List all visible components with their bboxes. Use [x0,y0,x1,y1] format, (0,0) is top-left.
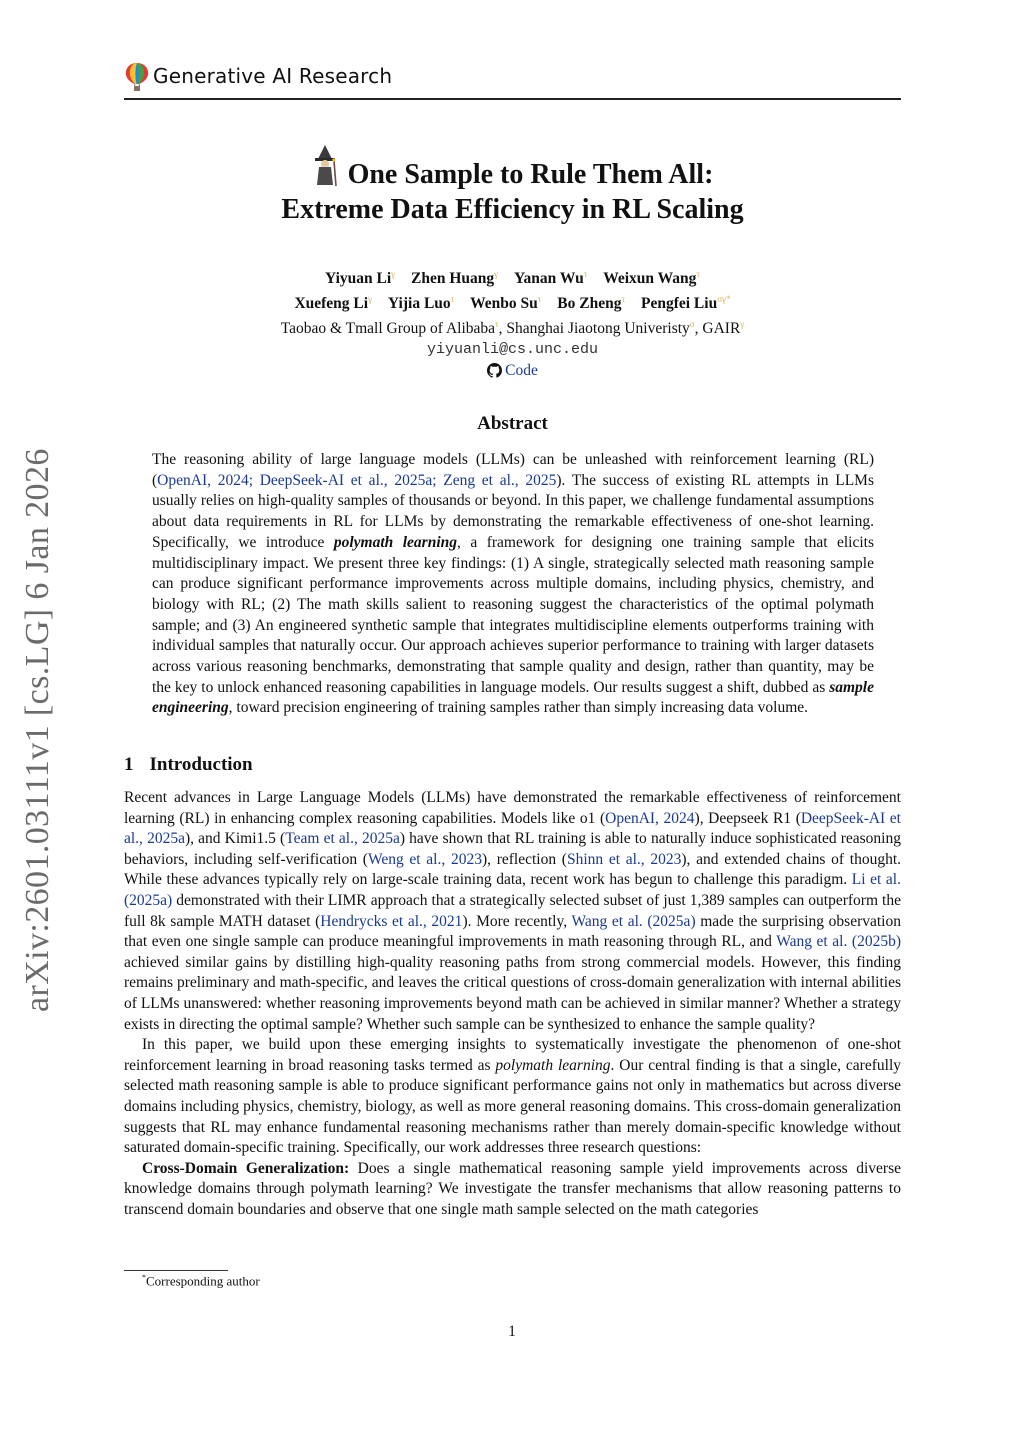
github-icon [487,363,502,378]
page-number: 1 [508,1323,516,1340]
citation-link[interactable]: OpenAI, 2024; DeepSeek-AI et al., 2025a; Zeng et al., 2025 [157,471,557,489]
citation-link[interactable]: Wang et al. (2025a) [571,912,696,930]
author: Yijia Luo$^\tau$ [387,294,455,313]
author: Wenbo $Su^\tau$ [470,294,542,313]
section-heading: 1 Introduction [124,754,253,775]
citation-link[interactable]: Wang et al. (2025b) [776,933,901,951]
paper-title-line-2: Extreme Data Efficiency in RL Scaling [281,194,744,225]
author: Xuefeng $Li^\gamma$ [294,294,373,313]
author: Weixun Wang$^\tau$ [603,269,700,288]
code-link[interactable] [124,360,901,381]
header-title: Generative AI Research [153,64,393,88]
abstract-heading: Abstract [477,413,548,434]
author: Zhen Huang$^\gamma$ [411,269,499,288]
contact-email[interactable]: yiyuanli@cs.unc.edu [426,341,599,359]
paper-title-line-1 [124,145,901,192]
abstract-body: The reasoning ability of large language models (LLMs) can be unleashed with reinforcement learning (RL) (OpenAI, 2024; DeepSeek-AI et al., 2025a; Zeng et al., 2025). The success of existing RL attempts in LLMs usually relies on high-quality samples of thousands or beyond. In this paper, we challenge fundamental assumptions about data requirements in RL for LLMs by demonstrating the remarkable effectiveness of one-shot learning. Specifically, we introduce polymath learning, a framework for designing one training sample that elicits multidisciplinary impact. We present three key findings: (1) A single, strategically selected math reasoning sample can produce significant performance improvements across multiple domains, including physics, chemistry, and biology with RL; (2) The math skills salient to reasoning suggest the characteristics of the optimal polymath sample; and (3) An engineered synthetic sample that integrates multidiscipline elements outperforms training with individual samples that naturally occur. Our approach achieves superior performance to training with larger datasets across various reasoning benchmarks, demonstrating that sample quality and design, rather than quantity, may be the key to unlock enhanced reasoning capabilities in language models. Our results suggest a shift, dubbed as sample engineering, toward precision engineering of training samples rather than simply increasing data volume. [152,451,874,717]
citation-link[interactable]: Weng et al., 2023 [367,850,482,868]
citation-link[interactable]: Hendrycks et al., 2021 [320,912,463,930]
citation-link[interactable]: OpenAI, 2024 [605,809,695,827]
introduction-body [124,788,901,1220]
author: Bo Zheng$^\tau$ [557,294,626,313]
paragraph: Recent advances in Large Language Models (LLMs) have demonstrated the remarkable effectiveness of reinforcement learning (RL) in enhancing complex reasoning capabilities. Models like o1 (OpenAI, 2024), Deepseek R1 (DeepSeek-AI et al., 2025a), and Kimi1.5 (Team et al., 2025a) have shown that RL training is able to naturally induce sophisticated reasoning behaviors, including self-verification (Weng et al., 2023), reflection (Shinn et al., 2023), and extended chains of thought. While these advances typically rely on large-scale training data, recent work has begun to challenge this paradigm. Li et al. (2025a) demonstrated with their LIMR approach that a strategically selected subset of just 1,389 samples can outperform the full 8k sample MATH dataset (Hendrycks et al., 2021). More recently, Wang et al. (2025a) made the surprising observation that even one single sample can produce meaningful improvements in math reasoning through RL, and Wang et al. (2025b) achieved similar gains by distilling high-quality reasoning paths from strong commercial models. However, this finding remains preliminary and math-specific, and leaves the critical questions of cross-domain generalization with internal abilities of LLMs unanswered: whether reasoning improvements beyond math can be achieved in similar manner? Whether a strategy exists in directing the optimal sample? Whether such sample can be synthesized to enhance the sample quality? [124,789,902,1033]
authors-row-1 [124,264,901,289]
paragraph: In this paper, we build upon these emerging insights to systematically investigate the phenomenon of one-shot reinforcement learning in broad reasoning tasks termed as polymath learning. Our central finding is that a single, carefully selected math reasoning sample is able to produce significant performance gains not only in mathematics but across diverse domains including physics, chemistry, biology, as well as more general reasoning domains. This cross-domain generalization suggests that RL may enhance fundamental reasoning mechanisms rather than merely domain-specific knowledge without saturated domain-specific training. Specifically, our work addresses three research questions: [124,1036,902,1157]
citation-link[interactable]: Team et al., 2025a [285,830,400,848]
affiliations: Taobao & Tmall Group of Alibaba$^\tau$, Shanghai Jiaotong Univeristy$^\sigma$, $GAIR^\gamma$ [280,319,745,338]
paper-title-block [124,145,901,227]
authors-block [124,264,901,381]
author: Pengfei Liu$^{\sigma\gamma*}$ [640,294,731,313]
balloon-logo-icon [124,62,150,92]
citation-link[interactable]: Li et al. (2025a) [124,871,901,909]
header-divider [124,98,901,100]
author: Yanan $Wu^\tau$ [514,269,588,288]
footnote-divider [124,1270,228,1271]
footnote: *Corresponding author [142,1273,260,1289]
authors-row-2 [124,289,901,314]
paragraph: Cross-Domain Generalization: Does a single mathematical reasoning sample yield improvements across diverse knowledge domains through polymath learning? We investigate the transfer mechanisms that allow reasoning patterns to transcend domain boundaries and observe that one single math sample selected on the math categories [124,1159,901,1218]
citation-link[interactable]: Shinn et al., 2023 [566,850,682,868]
arxiv-side-stamp: arXiv:2601.03111v1 [cs.LG] 6 Jan 2026 [19,448,56,1012]
page-header [124,60,901,100]
code-link-label[interactable]: Code [505,362,538,380]
author: Yiyuan $Li^\gamma$ [324,269,396,288]
wizard-icon [312,145,338,187]
citation-link[interactable]: DeepSeek-AI et al., 2025a [124,809,901,848]
paper-title-text-1: One Sample to Rule Them All: [347,159,714,190]
